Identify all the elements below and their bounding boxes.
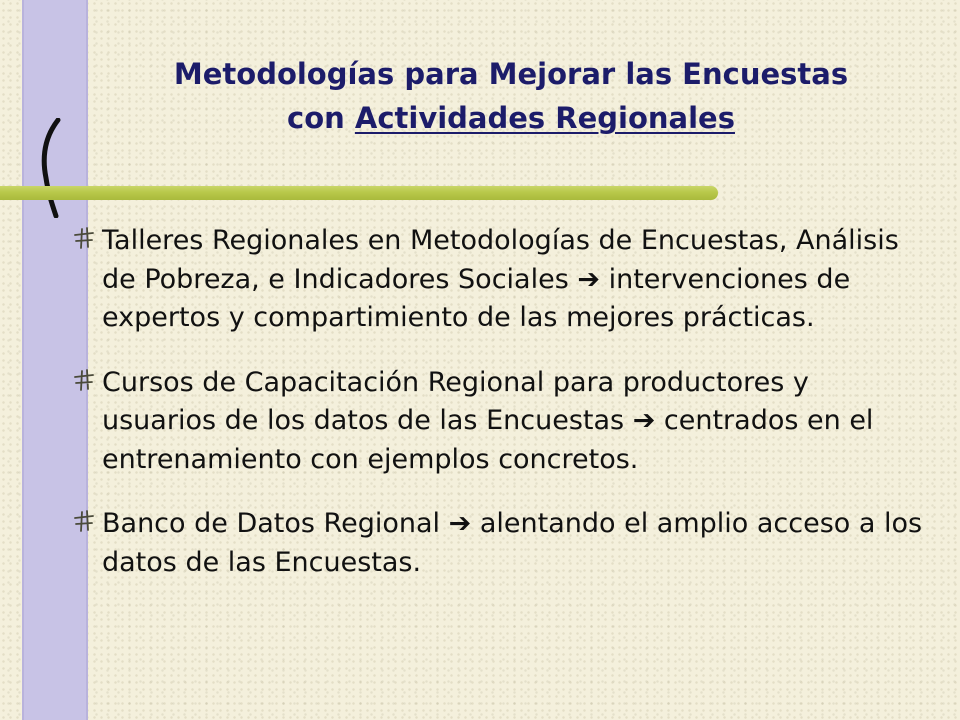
arrow-icon: ➔: [577, 263, 600, 295]
cross-bullet-icon: [72, 368, 96, 392]
bullet-text-main: Banco de Datos Regional: [102, 508, 441, 539]
bullet-text-main: Talleres Regionales en Metodologías de Encuestas, Análisis de Pobreza, e Indicadores Sociales: [102, 225, 899, 295]
cross-bullet-icon: [72, 226, 96, 250]
title-underlined: Actividades Regionales: [354, 101, 735, 135]
bullet-text-detail: intervenciones de expertos y compartimiento de las mejores prácticas.: [102, 263, 851, 333]
bullet-list: [70, 222, 930, 608]
bullet-item: [70, 505, 930, 582]
title-prefix: con: [287, 101, 355, 135]
arrow-icon: ➔: [632, 405, 656, 436]
title-line-2: [96, 96, 926, 140]
bullet-text-main: Cursos de Capacitación Regional para productores y usuarios de los datos de las Encuestas: [102, 366, 809, 436]
cross-bullet-icon: [72, 509, 96, 533]
bullet-text-detail: alentando el amplio acceso a los datos de las Encuestas.: [102, 508, 923, 578]
arrow-icon: ➔: [448, 508, 472, 539]
bullet-item: [70, 222, 930, 338]
title-line-1: Metodologías para Mejorar las Encuestas: [173, 57, 849, 91]
divider-bar: [0, 186, 718, 200]
bullet-text-detail: centrados en el entrenamiento con ejemplos concretos.: [102, 405, 874, 475]
bullet-item: [70, 364, 930, 480]
bracket-icon: [36, 118, 66, 218]
slide-title: [96, 52, 926, 140]
